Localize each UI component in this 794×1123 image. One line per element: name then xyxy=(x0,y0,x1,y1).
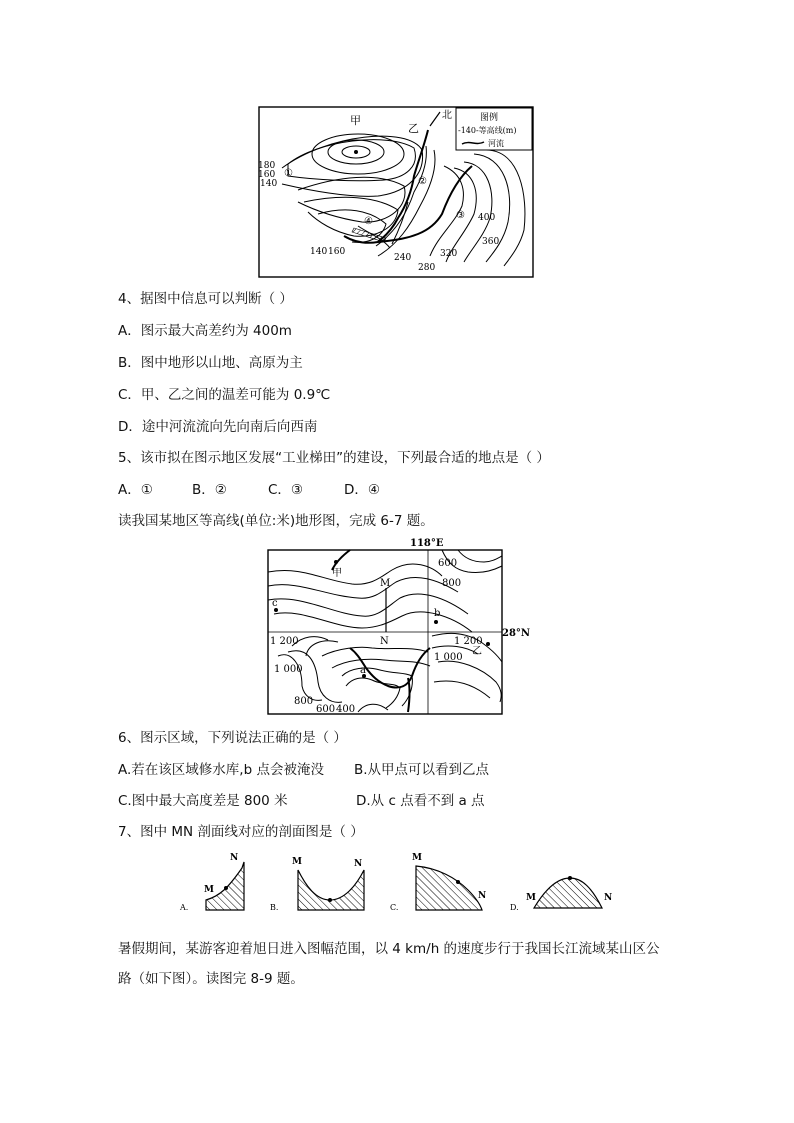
q5-option-d: D．④ xyxy=(344,482,380,498)
contour-label: 600 xyxy=(316,704,336,715)
q6-option-d: D.从 c 点看不到 a 点 xyxy=(356,793,485,809)
site-1: ① xyxy=(284,168,293,179)
longitude-label: 118°E xyxy=(410,538,444,549)
point-a: a xyxy=(360,665,366,676)
q5-stem: 5、该市拟在图示地区发展“工业梯田”的建设，下列最合适的地点是（ ） xyxy=(118,450,550,466)
q6-option-c: C.图中最大高度差是 800 米 xyxy=(118,793,288,809)
contour-label: 800 xyxy=(442,578,462,589)
contour-label: 1 200 xyxy=(454,636,483,647)
profile-c-m: M xyxy=(412,853,422,863)
contour-label: 180 xyxy=(258,161,276,171)
contour-label: 240 xyxy=(394,253,412,263)
profile-a-letter: A. xyxy=(180,903,189,912)
profile-a[interactable] xyxy=(179,853,244,912)
contour-label: 600 xyxy=(438,558,458,569)
point-c: c xyxy=(272,598,278,609)
contour-map-2 xyxy=(262,536,552,718)
site-3: ③ xyxy=(456,210,465,221)
profile-a-n: N xyxy=(230,853,239,863)
point-yi: 乙 xyxy=(408,122,419,135)
intro-8-9-line2: 路（如下图）。读图完 8-9 题。 xyxy=(118,971,304,987)
contour-label: 320 xyxy=(440,249,458,259)
q6-options-row2 xyxy=(118,792,485,810)
point-b: b xyxy=(434,608,441,619)
q4-option-c: C．甲、乙之间的温差可能为 0.9℃ xyxy=(118,387,331,403)
site-2: ② xyxy=(418,176,427,187)
q6-option-a: A.若在该区域修水库,b 点会被淹没 xyxy=(118,762,324,778)
point-jia: 甲 xyxy=(332,568,342,579)
intro-8-9-line1: 暑假期间，某游客迎着旭日进入图幅范围，以 4 km/h 的速度步行于我国长江流域某山区公 xyxy=(118,941,660,957)
profile-d[interactable] xyxy=(510,876,612,912)
q7-profile-choices xyxy=(176,848,616,918)
contour-label: 400 xyxy=(478,213,496,223)
contour-label: 400 xyxy=(336,704,356,715)
point-M: M xyxy=(380,578,391,589)
contour-label: 800 xyxy=(294,696,314,707)
q5-option-b: B．② xyxy=(192,482,227,498)
profile-b-n: N xyxy=(354,859,363,869)
contour-label: 1 200 xyxy=(270,636,299,647)
contour-label: 140 xyxy=(310,247,328,257)
profile-b[interactable] xyxy=(270,857,364,912)
profile-a-m: M xyxy=(204,885,214,895)
point-jia: 甲 xyxy=(350,114,361,127)
q6-option-b: B.从甲点可以看到乙点 xyxy=(354,762,490,778)
legend-title: 图例 xyxy=(480,113,499,123)
q5-options xyxy=(118,481,380,499)
profile-d-letter: D. xyxy=(510,903,519,912)
profile-b-m: M xyxy=(292,857,302,867)
site-4: ④ xyxy=(364,216,373,227)
profile-b-letter: B. xyxy=(270,903,279,912)
north-label: 北 xyxy=(442,110,452,121)
q7-stem: 7、图中 MN 剖面线对应的剖面图是（ ） xyxy=(118,824,364,840)
q4-option-a: A．图示最大高差约为 400m xyxy=(118,323,292,339)
profile-d-n: N xyxy=(604,893,613,903)
point-N: N xyxy=(380,636,389,647)
intro-6-7: 读我国某地区等高线(单位:米)地形图，完成 6-7 题。 xyxy=(118,513,434,529)
q5-option-a: A．① xyxy=(118,482,153,498)
map-legend xyxy=(456,108,532,150)
q4-option-b: B．图中地形以山地、高原为主 xyxy=(118,355,303,371)
profile-c-n: N xyxy=(478,891,487,901)
contour-label: 280 xyxy=(418,263,436,273)
contour-map-1 xyxy=(258,106,534,278)
profile-c[interactable] xyxy=(390,853,486,912)
profile-c-letter: C. xyxy=(390,903,399,912)
contour-label: 140 xyxy=(260,179,278,189)
contour-label: 1 000 xyxy=(434,652,463,663)
legend-contour: -140-等高线(m) xyxy=(458,126,517,135)
contour-label: 160 xyxy=(258,170,276,180)
profile-d-m: M xyxy=(526,893,536,903)
q6-stem: 6、图示区域，下列说法正确的是（ ） xyxy=(118,730,347,746)
q4-stem: 4、据图中信息可以判断（ ） xyxy=(118,291,293,307)
contour-label: 1 000 xyxy=(274,664,303,675)
legend-river: 河流 xyxy=(488,139,504,148)
q5-option-c: C．③ xyxy=(268,482,304,498)
q6-options-row1 xyxy=(118,761,489,779)
latitude-label: 28°N xyxy=(502,628,531,639)
point-yi: 乙 xyxy=(472,646,482,657)
q4-option-d: D．途中河流流向先向南后向西南 xyxy=(118,419,318,435)
contour-label: 160 xyxy=(328,247,346,257)
contour-label: 360 xyxy=(482,237,500,247)
